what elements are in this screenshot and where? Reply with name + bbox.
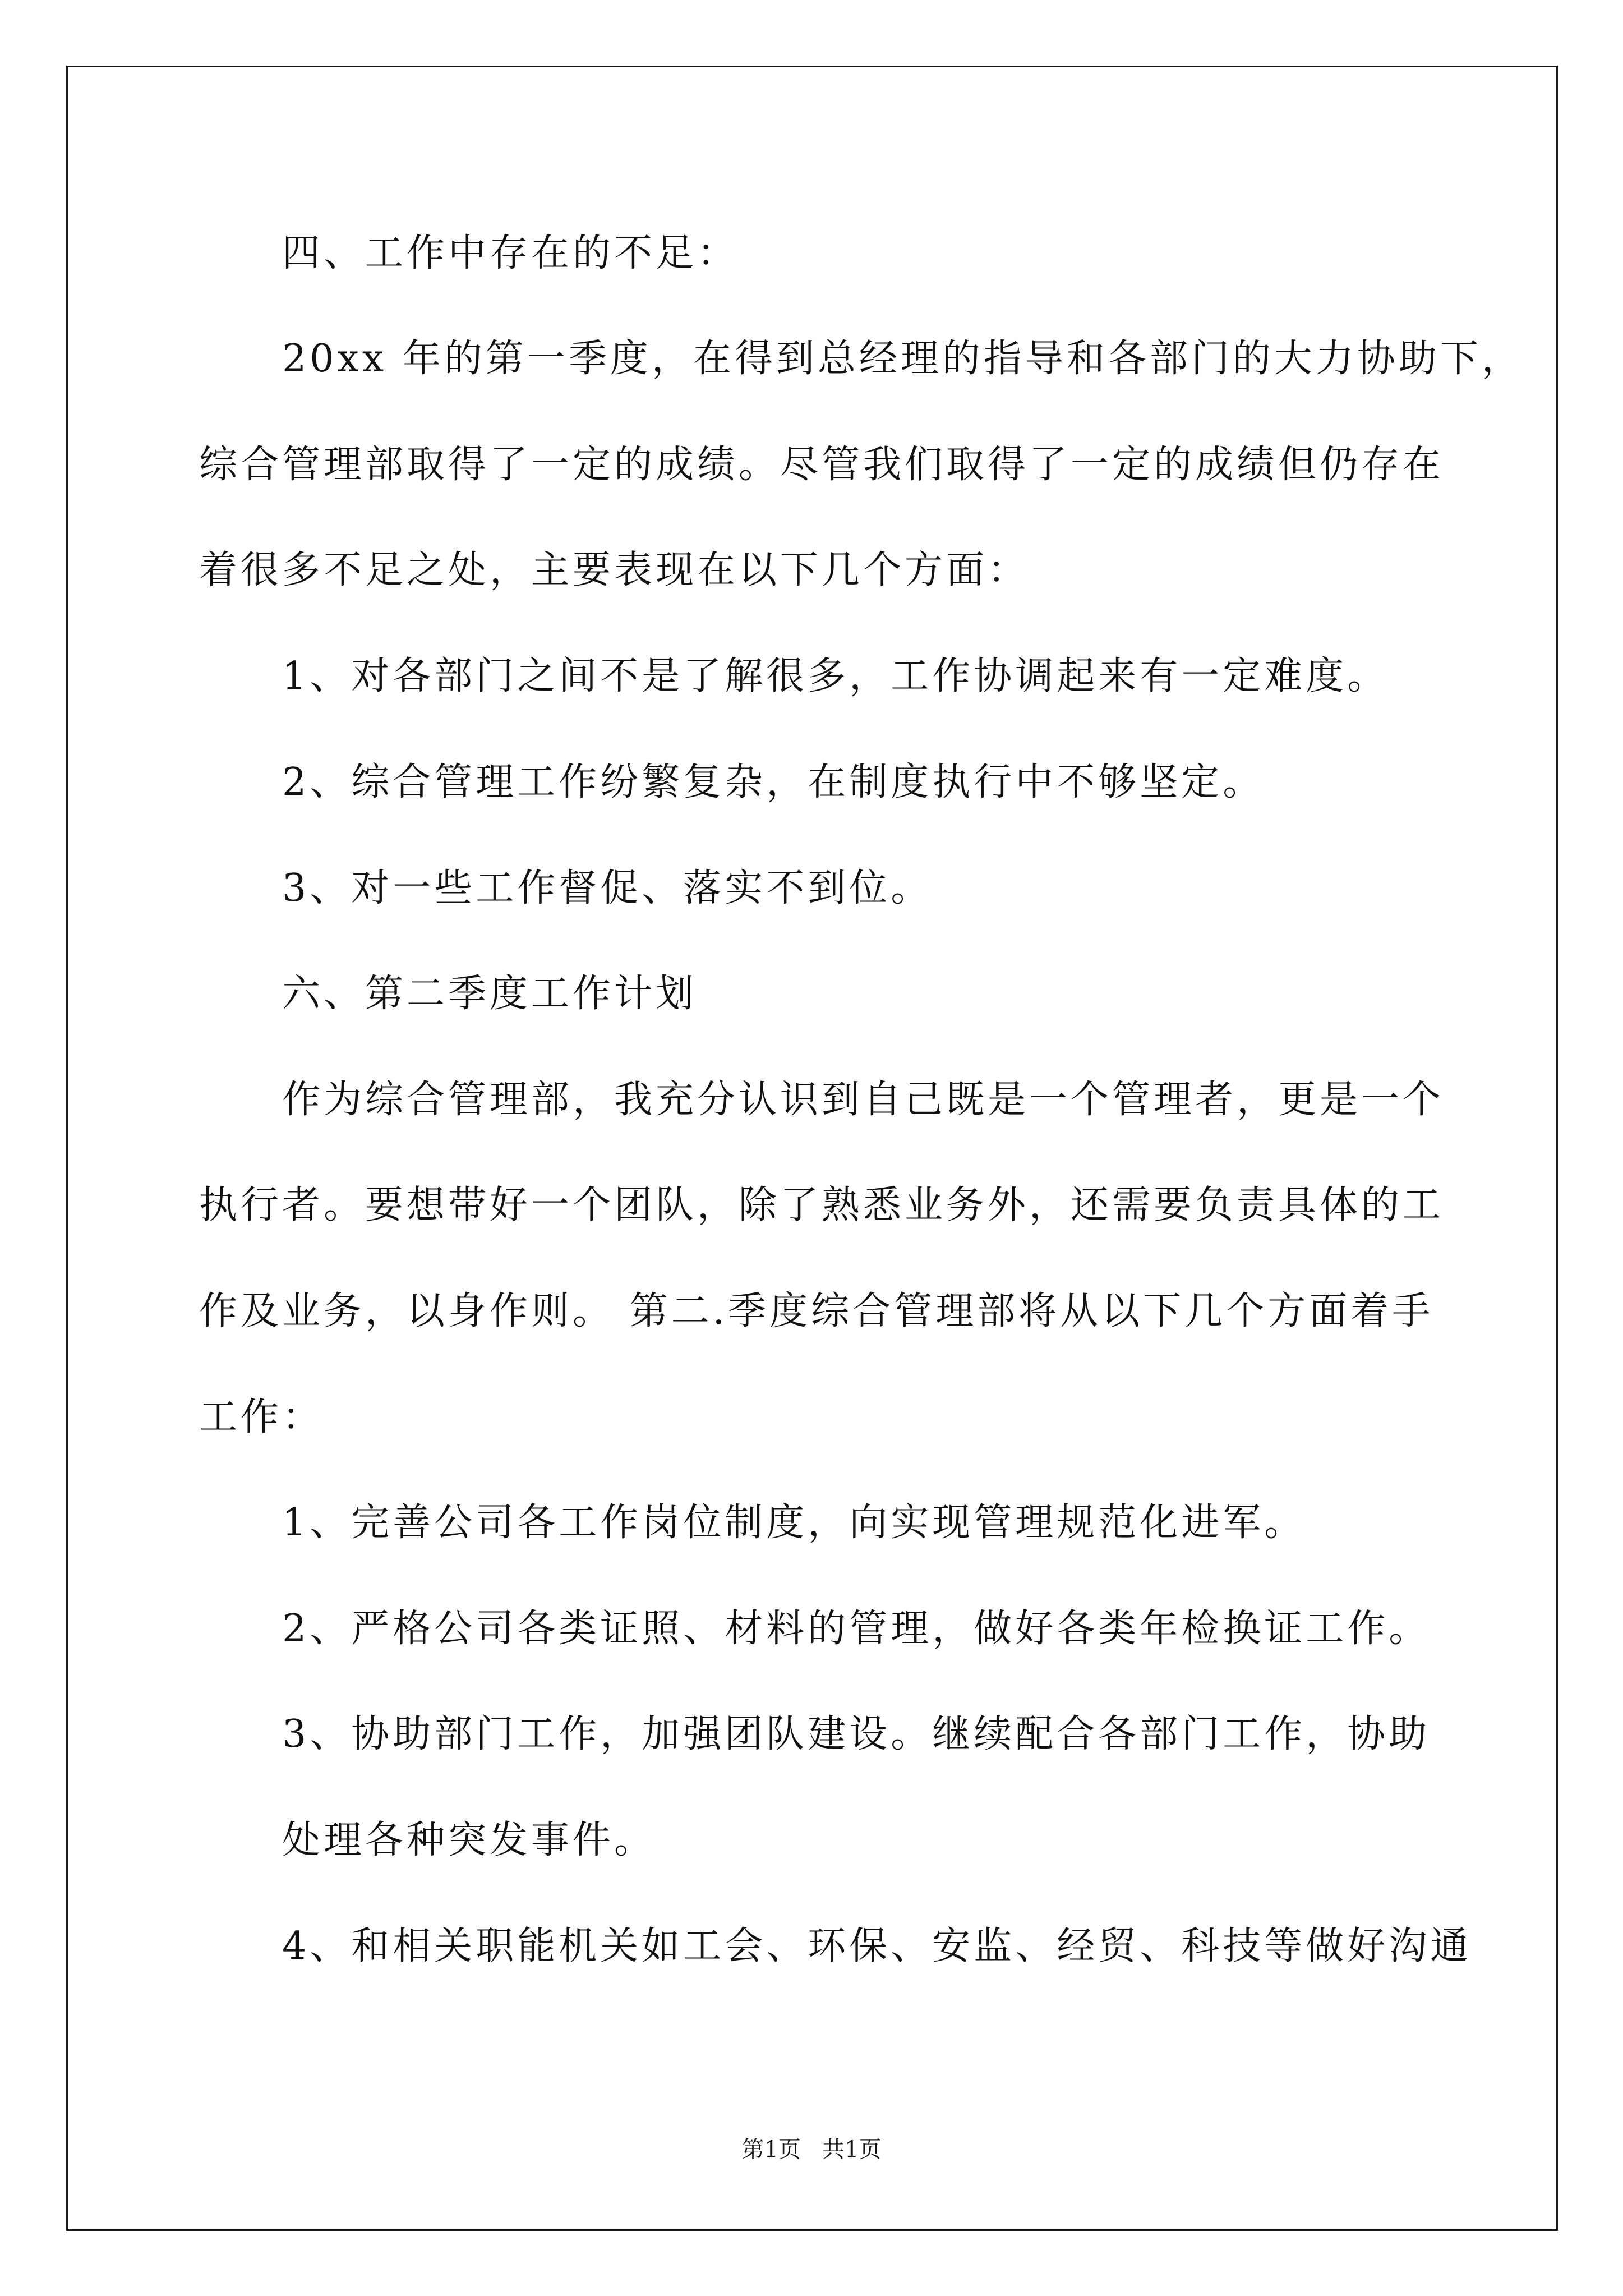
list-item: 2、严格公司各类证照、材料的管理，做好各类年检换证工作。	[282, 1607, 1431, 1651]
list-item: 2、综合管理工作纷繁复杂，在制度执行中不够坚定。	[282, 760, 1265, 804]
paragraph-line: 作及业务，以身作则。 第二.季度综合管理部将从以下几个方面着手	[199, 1289, 1434, 1333]
list-item: 3、协助部门工作，加强团队建设。继续配合各部门工作，协助	[282, 1712, 1431, 1756]
section-heading: 六、第二季度工作计划	[282, 972, 698, 1016]
section-heading: 四、工作中存在的不足：	[282, 231, 739, 275]
paragraph-line: 着很多不足之处，主要表现在以下几个方面：	[199, 548, 1030, 592]
paragraph-line: 执行者。要想带好一个团队，除了熟悉业务外，还需要负责具体的工	[199, 1183, 1445, 1227]
page-footer: 第1页 共1页	[741, 2137, 882, 2162]
paragraph-line: 工作：	[199, 1395, 324, 1439]
paragraph-line: 作为综合管理部，我充分认识到自己既是一个管理者，更是一个	[282, 1078, 1445, 1122]
list-item: 4、和相关职能机关如工会、环保、安监、经贸、科技等做好沟通	[282, 1924, 1472, 1968]
list-item: 3、对一些工作督促、落实不到位。	[282, 866, 933, 910]
paragraph-line: 综合管理部取得了一定的成绩。尽管我们取得了一定的成绩但仍存在	[199, 443, 1445, 487]
list-item: 1、对各部门之间不是了解很多，工作协调起来有一定难度。	[282, 654, 1389, 698]
paragraph-line: 20xx 年的第一季度，在得到总经理的指导和各部门的大力协助下，	[282, 337, 1523, 381]
list-item: 1、完善公司各工作岗位制度，向实现管理规范化进军。	[282, 1501, 1306, 1545]
list-item-continuation: 处理各种突发事件。	[282, 1818, 656, 1862]
page-border	[66, 66, 1558, 2231]
